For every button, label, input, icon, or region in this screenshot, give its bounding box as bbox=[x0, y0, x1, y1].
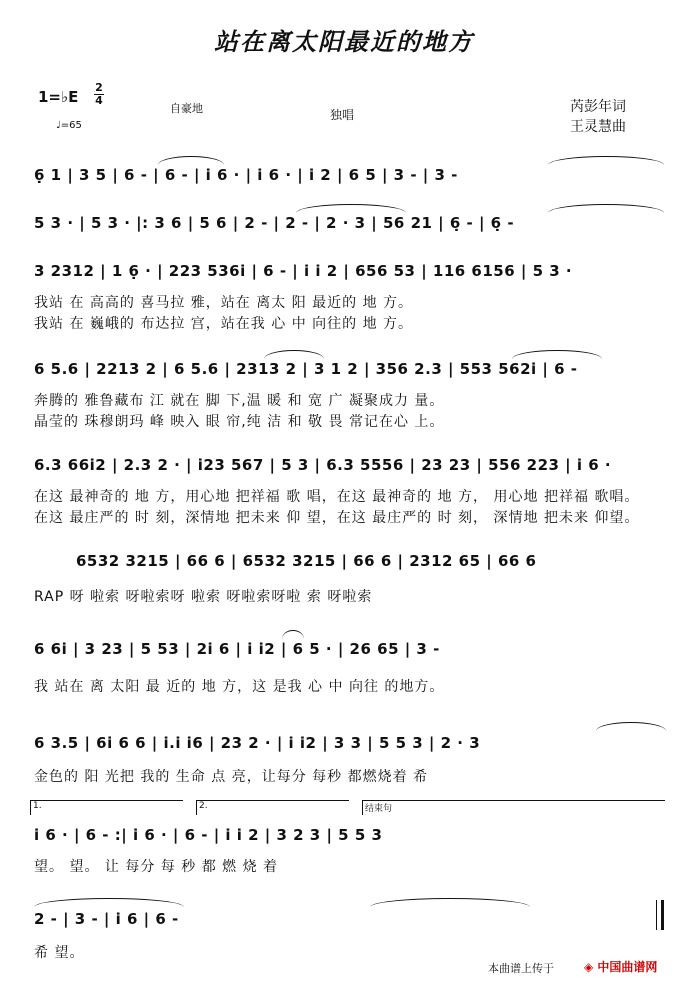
page-title: 站在离太阳最近的地方 bbox=[214, 28, 474, 56]
score-row-1: 6̣ 1 | 3 5 | 6 - | 6 - | i 6 · | i 6 · | i 2 | 6 5 | 3 - | 3 - bbox=[34, 166, 458, 184]
score-row-3: 3 2312 | 1 6̣ · | 223 536i | 6 - | i i 2 | 656 53 | 116 6156 | 5 3 · bbox=[34, 262, 573, 280]
lyric-row-10: 希 望。 bbox=[34, 945, 85, 961]
slur bbox=[548, 156, 664, 165]
slur bbox=[282, 630, 304, 639]
lyric-row-3-verse-2: 我站 在 巍峨的 布达拉 宫，站在我 心 中 向往的 地 方。 bbox=[34, 316, 414, 332]
tempo-marking: ♩=65 bbox=[56, 120, 82, 131]
slur bbox=[264, 350, 324, 359]
lyric-row-4-verse-2: 晶莹的 珠穆朗玛 峰 映入 眼 帘,纯 洁 和 敬 畏 常记在心 上。 bbox=[34, 414, 445, 430]
site-logo bbox=[584, 958, 657, 975]
score-row-2: 5 3 · | 5 3 · |: 3 6 | 5 6 | 2 - | 2 - | 2 · 3 | 56 21 | 6̣ - | 6̣ - bbox=[34, 214, 515, 232]
slur bbox=[548, 204, 664, 213]
score-row-8: 6 3.5 | 6i 6 6 | i.i i6 | 23 2 · | i i2 | 3 3 | 5 5 3 | 2 · 3 bbox=[34, 734, 481, 752]
volta-first-ending: 1. bbox=[30, 800, 183, 815]
slur bbox=[596, 722, 666, 731]
score-row-4: 6 5.6 | 2213 2 | 6 5.6 | 2313 2 | 3 1 2 | 356 2.3 | 553 562i | 6 - bbox=[34, 360, 578, 378]
lyric-row-4-verse-1: 奔腾的 雅鲁藏布 江 就在 脚 下,温 暖 和 宽 广 凝聚成力 量。 bbox=[34, 393, 445, 409]
slur bbox=[512, 350, 602, 359]
lyric-row-3-verse-1: 我站 在 高高的 喜马拉 雅，站在 离太 阳 最近的 地 方。 bbox=[34, 295, 414, 311]
lyric-row-8: 金色的 阳 光把 我的 生命 点 亮，让每分 每秒 都燃烧着 希 bbox=[34, 769, 429, 785]
lyric-row-9: 望。 望。 让 每分 每 秒 都 燃 烧 着 bbox=[34, 859, 279, 875]
lyric-row-5-verse-1: 在这 最神奇的 地 方，用心地 把祥福 歌 唱，在这 最神奇的 地 方， 用心地 把祥福 歌唱。 bbox=[34, 489, 640, 505]
slur bbox=[370, 898, 530, 907]
meter-bottom: 4 bbox=[95, 94, 103, 107]
voice-type: 独唱 bbox=[330, 108, 355, 122]
expression-marking: 自豪地 bbox=[170, 102, 203, 115]
site-logo-icon: ◈ bbox=[584, 960, 594, 974]
lyric-row-6: RAP 呀 啦索 呀啦索呀 啦索 呀啦索呀啦 索 呀啦索 bbox=[34, 589, 373, 605]
site-logo-text: 中国曲谱网 bbox=[597, 960, 658, 974]
lyric-row-5-verse-2: 在这 最庄严的 时 刻，深情地 把未来 仰 望，在这 最庄严的 时 刻， 深情地 把未来 仰望。 bbox=[34, 510, 640, 526]
score-row-10: 2 - | 3 - | i 6 | 6 - bbox=[34, 910, 179, 928]
score-row-9: i 6 · | 6 - :| i 6 · | 6 - | i i 2 | 3 2 3 | 5 5 3 bbox=[34, 826, 383, 844]
composer-credit: 王灵慧曲 bbox=[570, 119, 626, 135]
lyric-row-7: 我 站在 离 太阳 最 近的 地 方，这 是我 心 中 向往 的地方。 bbox=[34, 679, 445, 695]
final-barline-thin bbox=[656, 900, 657, 930]
meter-top: 2 bbox=[95, 81, 103, 94]
key-signature: 1=♭E bbox=[38, 88, 79, 106]
final-barline-thick bbox=[661, 900, 664, 930]
volta-ending-phrase: 结束句 bbox=[362, 800, 665, 815]
score-row-7: 6 6i | 3 23 | 5 53 | 2i 6 | i i2 | 6 5 · | 26 65 | 3 - bbox=[34, 640, 440, 658]
time-signature bbox=[94, 82, 104, 107]
slur bbox=[34, 898, 184, 907]
score-row-5: 6.3 66i2 | 2.3 2 · | i23 567 | 5 3 | 6.3 5556 | 23 23 | 556 223 | i 6 · bbox=[34, 456, 612, 474]
slur bbox=[158, 156, 224, 165]
slur bbox=[296, 204, 406, 213]
upload-note: 本曲谱上传于 bbox=[488, 962, 554, 975]
lyricist-credit: 芮彭年词 bbox=[570, 99, 626, 115]
score-row-6: 6532 3215 | 66 6 | 6532 3215 | 66 6 | 2312 65 | 66 6 bbox=[76, 552, 537, 570]
volta-second-ending: 2. bbox=[196, 800, 349, 815]
